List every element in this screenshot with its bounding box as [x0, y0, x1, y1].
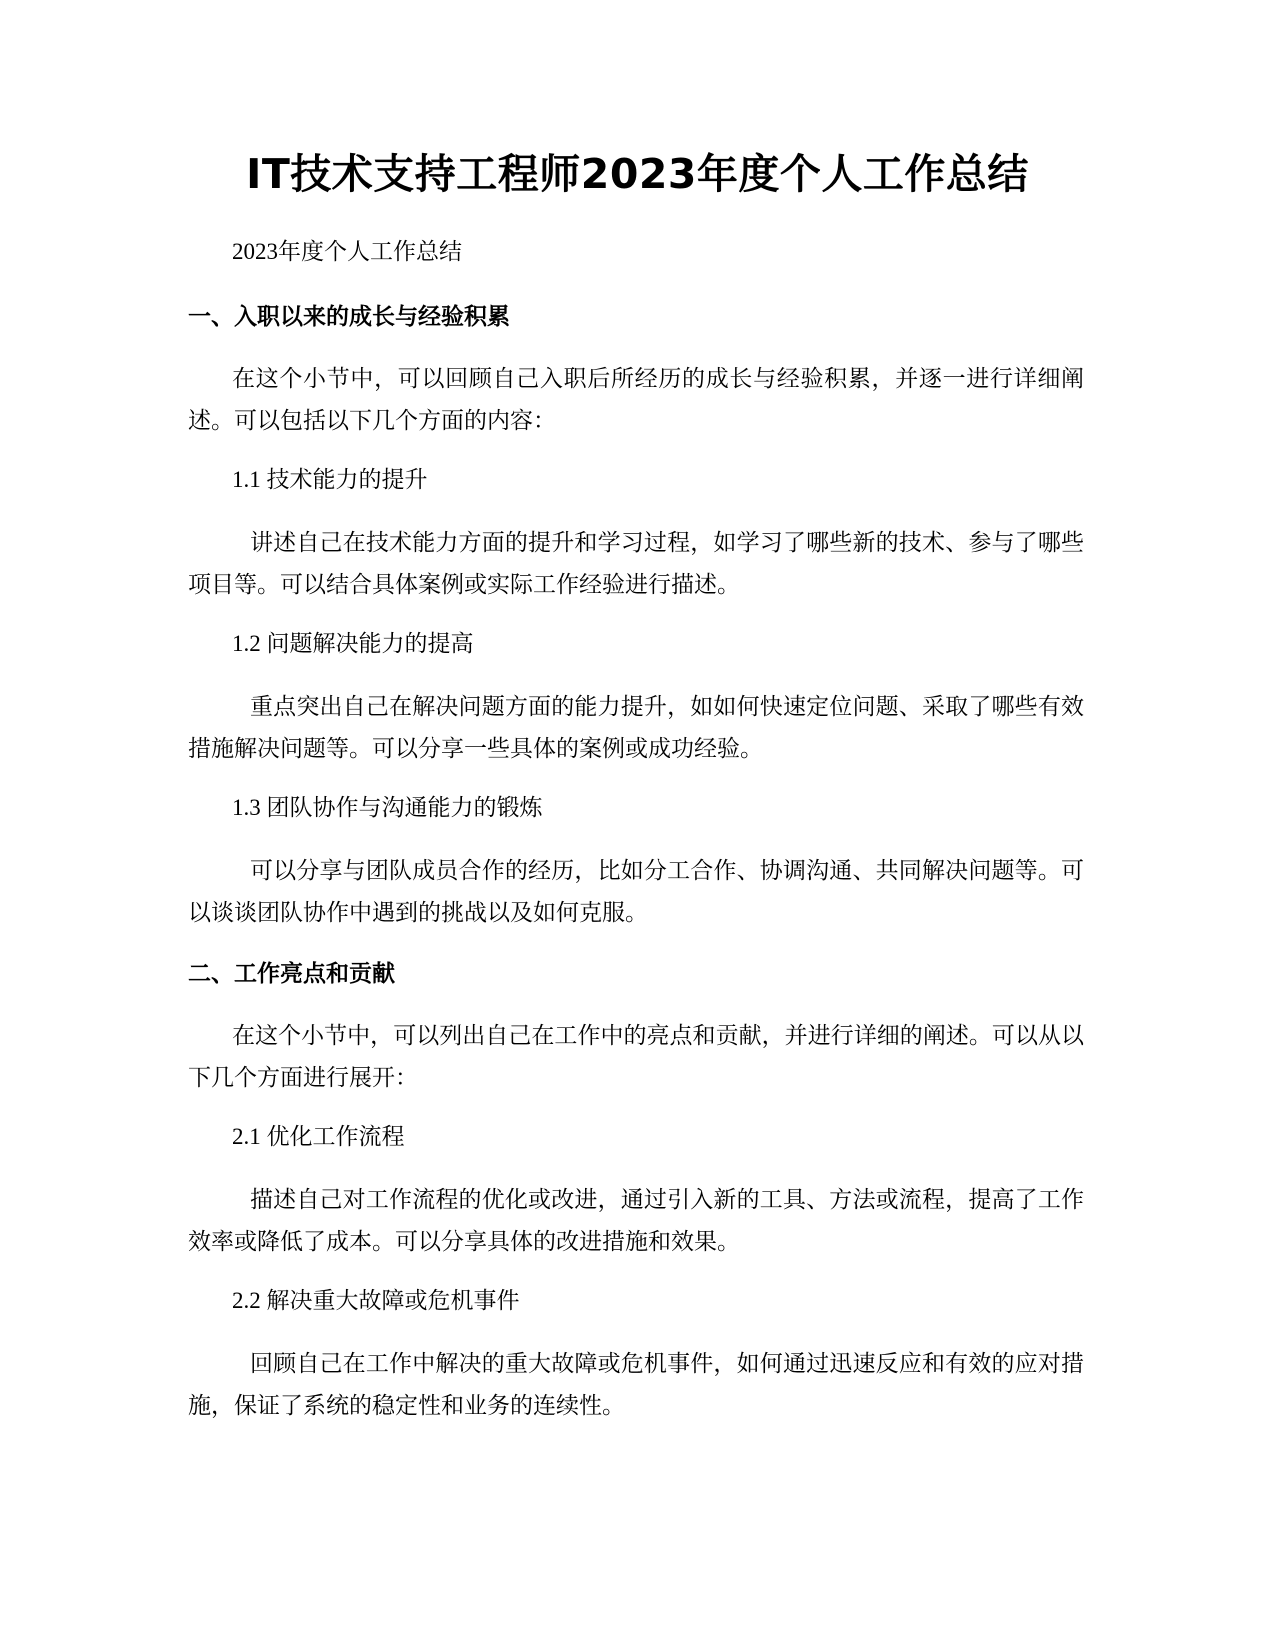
item-label-2-1: 2.1 优化工作流程 — [232, 1124, 405, 1149]
item-text-1-1: 讲述自己在技术能力方面的提升和学习过程，如学习了哪些新的技术、参与了哪些项目等。可以结合具体案例或实际工作经验进行描述。 — [188, 530, 1084, 597]
item-label-1-3: 1.3 团队协作与沟通能力的锻炼 — [232, 795, 543, 820]
item-text-2-2: 回顾自己在工作中解决的重大故障或危机事件，如何通过迅速反应和有效的应对措施，保证了系统的稳定性和业务的连续性。 — [188, 1351, 1084, 1418]
document-title: IT技术支持工程师2023年度个人工作总结 — [246, 150, 1029, 198]
section-1-intro: 在这个小节中，可以回顾自己入职后所经历的成长与经验积累，并逐一进行详细阐述。可以包括以下几个方面的内容： — [188, 366, 1084, 433]
document-subtitle: 2023年度个人工作总结 — [232, 239, 462, 264]
section-heading-2: 二、工作亮点和贡献 — [188, 961, 395, 987]
item-text-1-2: 重点突出自己在解决问题方面的能力提升，如如何快速定位问题、采取了哪些有效措施解决问题等。可以分享一些具体的案例或成功经验。 — [188, 694, 1084, 761]
item-label-1-2: 1.2 问题解决能力的提高 — [232, 631, 474, 656]
item-label-1-1: 1.1 技术能力的提升 — [232, 467, 428, 492]
item-label-2-2: 2.2 解决重大故障或危机事件 — [232, 1288, 520, 1313]
item-text-1-3: 可以分享与团队成员合作的经历，比如分工合作、协调沟通、共同解决问题等。可以谈谈团队协作中遇到的挑战以及如何克服。 — [188, 858, 1084, 925]
item-text-2-1: 描述自己对工作流程的优化或改进，通过引入新的工具、方法或流程，提高了工作效率或降低了成本。可以分享具体的改进措施和效果。 — [188, 1187, 1084, 1254]
section-heading-1: 一、入职以来的成长与经验积累 — [188, 304, 510, 330]
section-2-intro: 在这个小节中，可以列出自己在工作中的亮点和贡献，并进行详细的阐述。可以从以下几个方面进行展开： — [188, 1023, 1084, 1090]
